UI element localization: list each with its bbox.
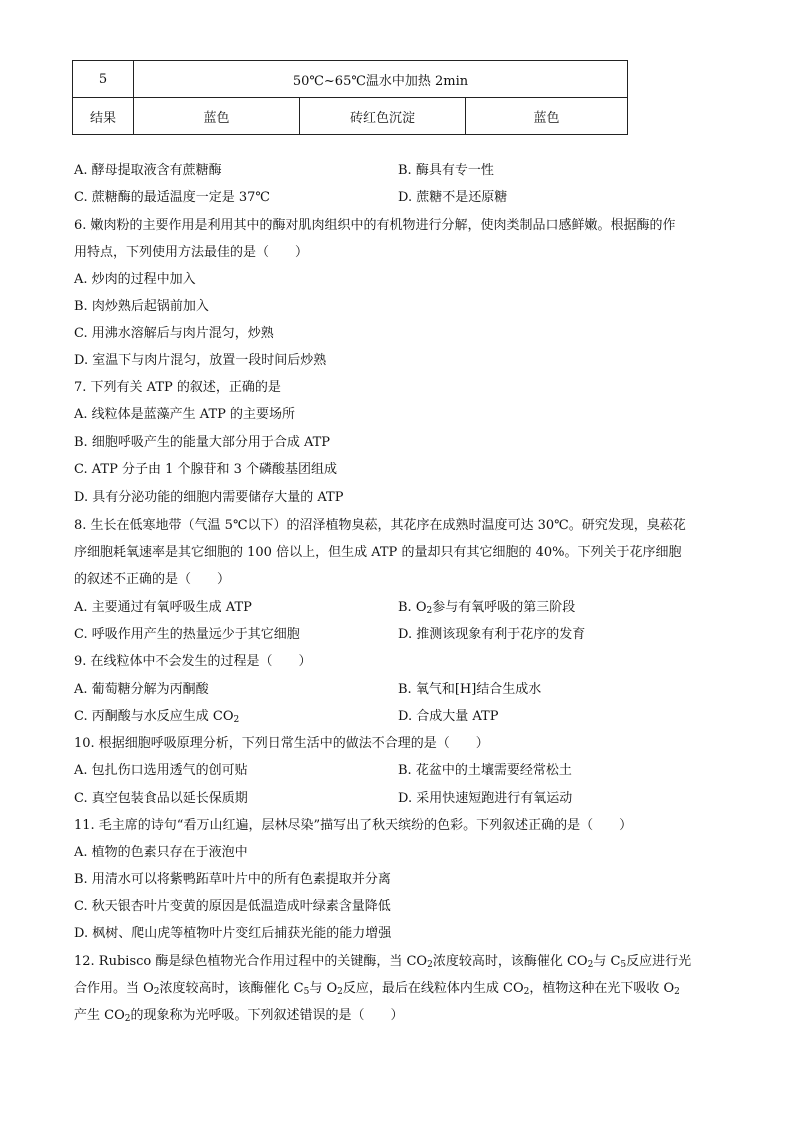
q11-stem: 11. 毛主席的诗句“看万山红遍，层林尽染”描写出了秋天缤纷的色彩。下列叙述正确的是（ ）: [74, 818, 633, 833]
q8-option-d: D. 推测该现象有利于花序的发育: [398, 627, 586, 642]
q10-option-c: C. 真空包装食品以延长保质期: [74, 791, 248, 806]
table-cell-step: 5: [73, 61, 134, 98]
q8-stem-line1: 8. 生长在低寒地带（气温 5℃以下）的沼泽植物臭菘，其花序在成熟时温度可达 30℃。研究发现，臭菘花: [74, 518, 686, 533]
q12-stem-line1: 12. Rubisco 酶是绿色植物光合作用过程中的关键酶，当 $CO_2$浓度较高时，该酶催化 $CO_2$与 $C_5$反应进行光: [74, 954, 692, 970]
q8-option-b: B. $O_2$参与有氧呼吸的第三阶段: [398, 600, 576, 616]
q7-option-b: B. 细胞呼吸产生的能量大部分用于合成 ATP: [74, 435, 331, 450]
q9-option-d: D. 合成大量 ATP: [398, 709, 499, 724]
q12-stem-line2: 合作用。当 $O_2$浓度较高时，该酶催化 $C_5$与 $O_2$反应，最后在线粒体内生成 $CO_2$，植物这种在光下吸收 $O_2$: [74, 981, 680, 997]
q5-option-b: B. 酶具有专一性: [398, 163, 494, 178]
q7-option-c: C. ATP 分子由 1 个腺苷和 3 个磷酸基团组成: [74, 462, 338, 477]
q6-option-b: B. 肉炒熟后起锅前加入: [74, 299, 209, 314]
q6-option-c: C. 用沸水溶解后与肉片混匀，炒熟: [74, 326, 274, 341]
table-row: [73, 61, 628, 98]
table-cell-result-3: 蓝色: [466, 98, 628, 135]
q6-stem-line2: 用特点，下列使用方法最佳的是（ ）: [74, 245, 309, 260]
q10-option-d: D. 采用快速短跑进行有氧运动: [398, 791, 573, 806]
q8-option-a: A. 主要通过有氧呼吸生成 ATP: [74, 600, 252, 615]
table-row: [73, 98, 628, 135]
q11-option-d: D. 枫树、爬山虎等植物叶片变红后捕获光能的能力增强: [74, 926, 392, 941]
q11-option-a: A. 植物的色素只存在于液泡中: [74, 845, 248, 860]
q10-stem: 10. 根据细胞呼吸原理分析，下列日常生活中的做法不合理的是（ ）: [74, 736, 489, 751]
q9-option-b: B. 氧气和[H]结合生成水: [398, 682, 542, 697]
q9-option-a: A. 葡萄糖分解为丙酮酸: [74, 682, 209, 697]
q8-option-c: C. 呼吸作用产生的热量远少于其它细胞: [74, 627, 300, 642]
q10-option-b: B. 花盆中的土壤需要经常松土: [398, 763, 572, 778]
q6-option-d: D. 室温下与肉片混匀，放置一段时间后炒熟: [74, 353, 327, 368]
q8-stem-line3: 的叙述不正确的是（ ）: [74, 572, 231, 587]
q5-option-d: D. 蔗糖不是还原糖: [398, 190, 508, 205]
q5-option-c: C. 蔗糖酶的最适温度一定是 37℃: [74, 190, 270, 205]
q7-stem: 7. 下列有关 ATP 的叙述，正确的是: [74, 380, 281, 395]
table-cell-result-1: 蓝色: [134, 98, 300, 135]
q9-stem: 9. 在线粒体中不会发生的过程是（ ）: [74, 654, 312, 669]
q7-option-a: A. 线粒体是蓝藻产生 ATP 的主要场所: [74, 407, 296, 422]
q7-option-d: D. 具有分泌功能的细胞内需要储存大量的 ATP: [74, 490, 344, 505]
table-cell-result-label: 结果: [73, 98, 134, 135]
q10-option-a: A. 包扎伤口选用透气的创可贴: [74, 763, 248, 778]
q6-option-a: A. 炒肉的过程中加入: [74, 272, 196, 287]
q11-option-b: B. 用清水可以将紫鸭跖草叶片中的所有色素提取并分离: [74, 872, 391, 887]
table-cell-result-2: 砖红色沉淀: [300, 98, 466, 135]
table-cell-procedure: 50℃~65℃温水中加热 2min: [134, 61, 628, 98]
q11-option-c: C. 秋天银杏叶片变黄的原因是低温造成叶绿素含量降低: [74, 899, 391, 914]
experiment-table: [72, 60, 628, 135]
q9-option-c: C. 丙酮酸与水反应生成 $CO_2$: [74, 709, 240, 725]
q5-option-a: A. 酵母提取液含有蔗糖酶: [74, 163, 222, 178]
q8-stem-line2: 序细胞耗氧速率是其它细胞的 100 倍以上，但生成 ATP 的量却只有其它细胞的 40%。下列关于花序细胞: [74, 545, 682, 560]
q6-stem-line1: 6. 嫩肉粉的主要作用是利用其中的酶对肌肉组织中的有机物进行分解，使肉类制品口感鲜嫩。根据酶的作: [74, 218, 676, 233]
q12-stem-line3: 产生 $CO_2$的现象称为光呼吸。下列叙述错误的是（ ）: [74, 1008, 404, 1024]
